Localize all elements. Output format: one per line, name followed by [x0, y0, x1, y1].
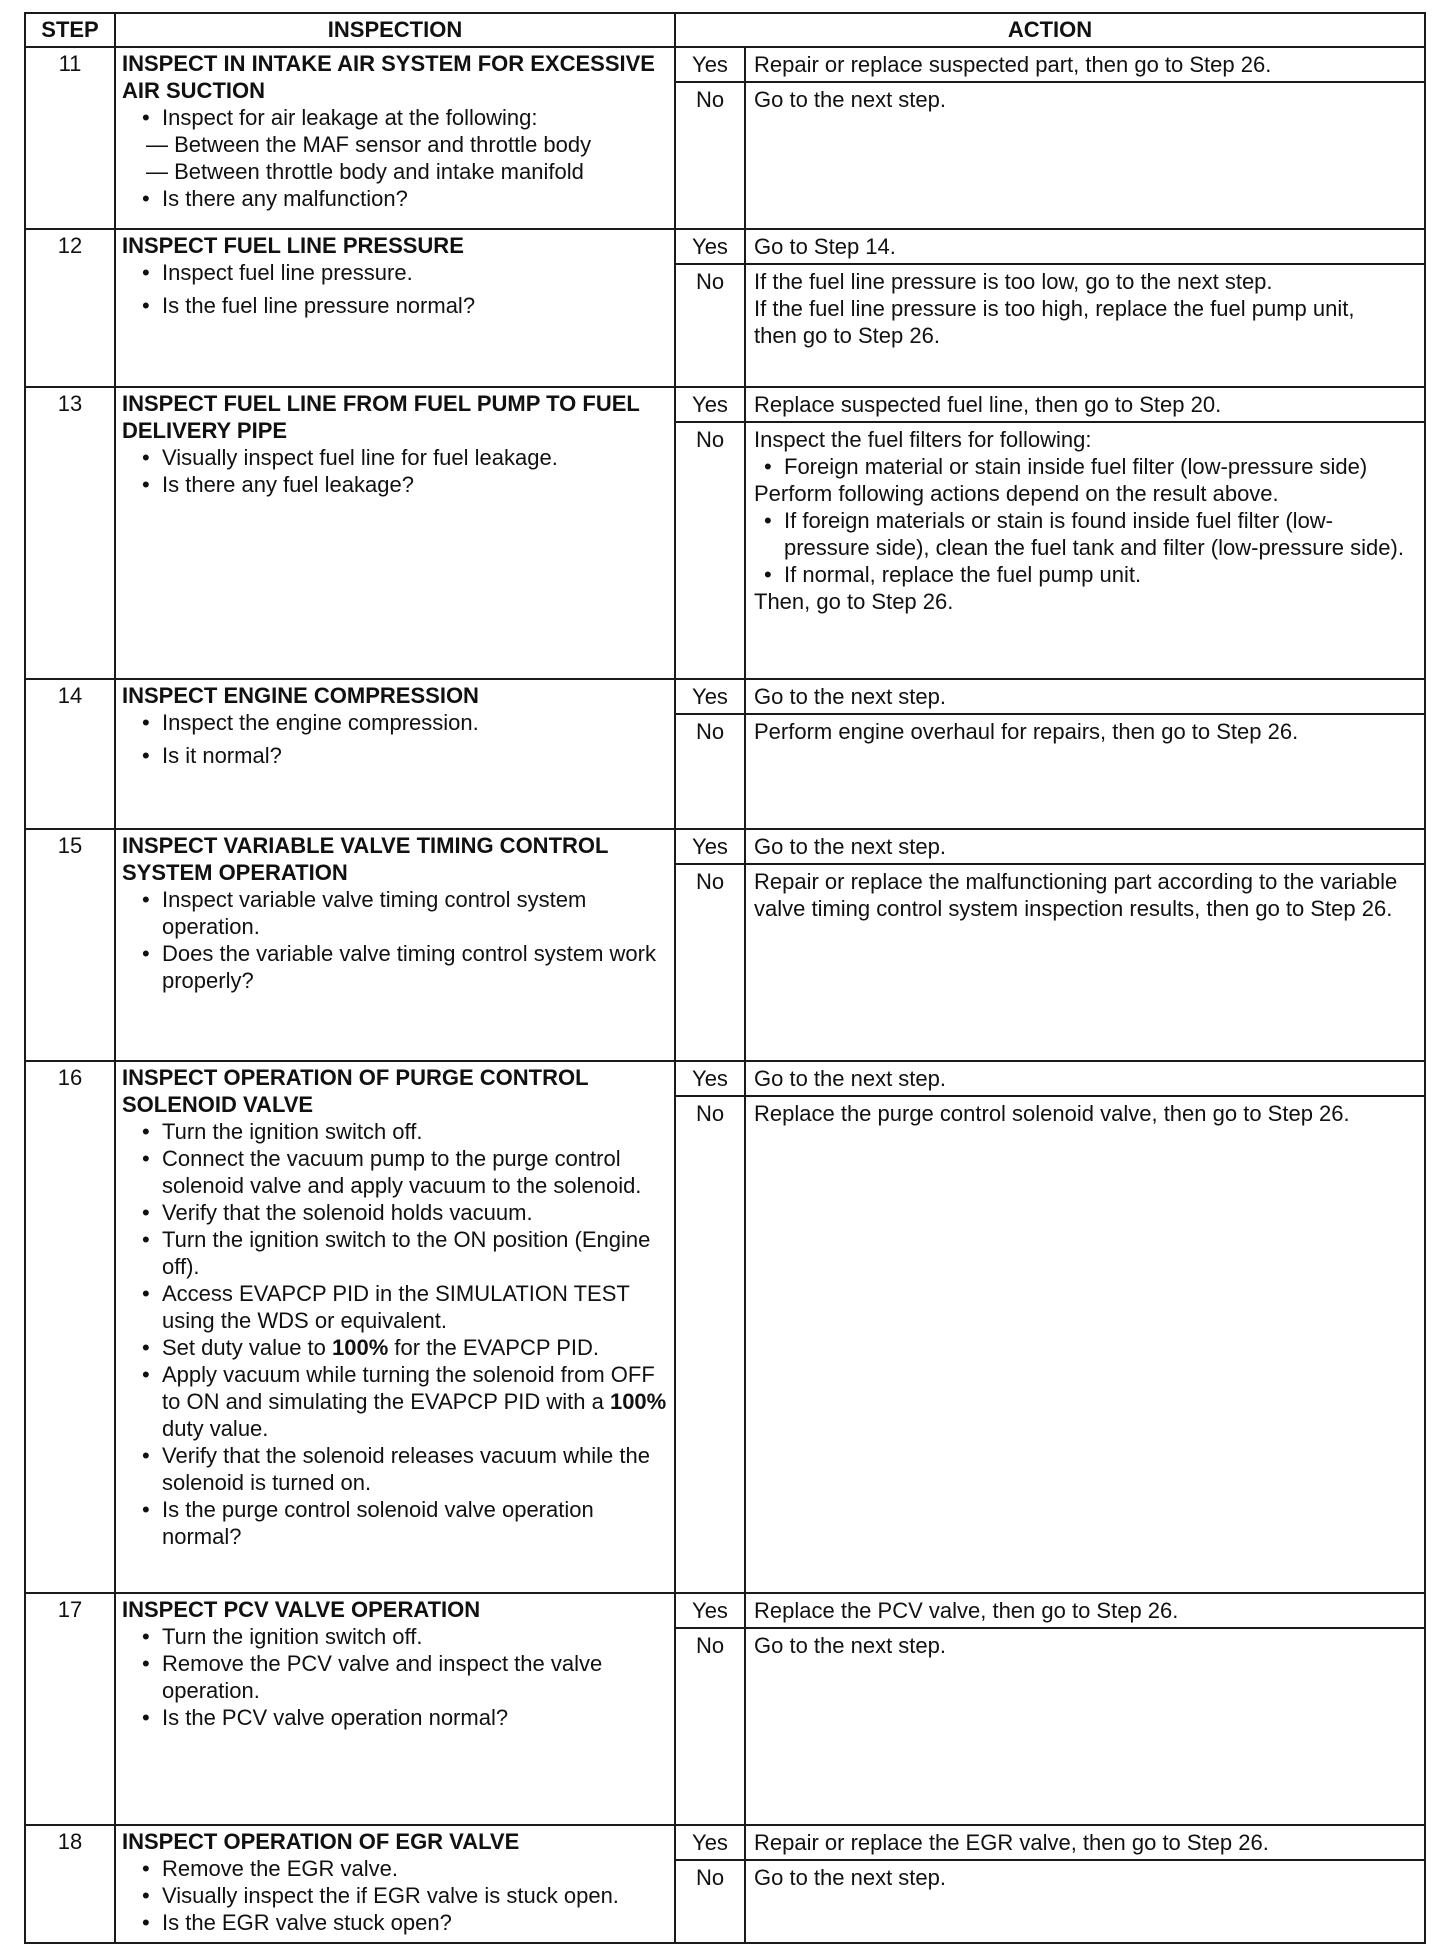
yes-label: Yes [676, 1594, 746, 1627]
yes-action: Repair or replace the EGR valve, then go to Step 26. [754, 1830, 1269, 1855]
table-header-row [25, 13, 1425, 47]
inspection-item: • Visually inspect fuel line for fuel leakage. [138, 444, 668, 471]
yes-action: Repair or replace suspected part, then go to Step 26. [754, 52, 1272, 77]
no-label: No [676, 83, 746, 228]
table-row [25, 229, 1425, 387]
no-action: Repair or replace the malfunctioning part according to the variable valve timing control system inspection results, then go to Step 26. [754, 869, 1398, 921]
no-action-line: If the fuel line pressure is too low, go to the next step. [754, 269, 1273, 294]
inspection-item: • Is it normal? [138, 742, 668, 769]
step-number: 12 [25, 229, 115, 387]
apply-value: 100% [609, 1389, 667, 1414]
inspection-title: INSPECT IN INTAKE AIR SYSTEM FOR EXCESSIVE AIR SUCTION [122, 51, 655, 103]
yes-branch [676, 680, 1424, 715]
yes-label: Yes [676, 48, 746, 81]
step-number: 11 [25, 47, 115, 229]
inspection-item: • Inspect the engine compression. [138, 709, 668, 736]
table-row [25, 679, 1425, 829]
inspection-item: • Is the EGR valve stuck open? [138, 1909, 668, 1936]
action-cell [675, 1061, 1425, 1593]
yes-label: Yes [676, 1062, 746, 1095]
inspection-title: INSPECT OPERATION OF PURGE CONTROL SOLENOID VALVE [122, 1065, 589, 1117]
yes-action: Go to the next step. [754, 684, 947, 709]
inspection-subitem: — Between throttle body and intake manifold [146, 159, 584, 184]
no-action-bullet: • If normal, replace the fuel pump unit. [760, 561, 1418, 588]
no-label: No [676, 1861, 746, 1942]
no-action-line: then go to Step 26. [754, 323, 940, 348]
inspection-item: • Is there any fuel leakage? [138, 471, 668, 498]
inspection-item [138, 1361, 668, 1442]
inspection-item [138, 1334, 668, 1361]
inspection-subitem: — Between the MAF sensor and throttle body [146, 132, 592, 157]
no-action [746, 423, 1424, 678]
inspection-title: INSPECT OPERATION OF EGR VALVE [122, 1829, 520, 1854]
duty-text-pre: Set duty value to [162, 1335, 332, 1360]
no-action-line: If the fuel line pressure is too high, replace the fuel pump unit, [754, 296, 1355, 321]
no-action-intro: Inspect the fuel filters for following: [754, 427, 1092, 452]
inspection-item: • Access EVAPCP PID in the SIMULATION TEST using the WDS or equivalent. [138, 1280, 668, 1334]
no-branch [676, 423, 1424, 678]
no-action: Go to the next step. [754, 1865, 947, 1890]
inspection-title: INSPECT FUEL LINE PRESSURE [122, 233, 464, 258]
yes-action: Go to the next step. [754, 1066, 947, 1091]
no-action [746, 265, 1424, 386]
inspection-cell [115, 1825, 675, 1943]
no-action: Go to the next step. [754, 1633, 947, 1658]
no-action: Perform engine overhaul for repairs, then go to Step 26. [754, 719, 1299, 744]
inspection-title: INSPECT VARIABLE VALVE TIMING CONTROL SYSTEM OPERATION [122, 833, 609, 885]
inspection-item: • Visually inspect the if EGR valve is stuck open. [138, 1882, 668, 1909]
no-label: No [676, 423, 746, 678]
inspection-item: • Verify that the solenoid releases vacuum while the solenoid is turned on. [138, 1442, 668, 1496]
yes-branch [676, 1826, 1424, 1861]
inspection-item: • Inspect for air leakage at the following: [138, 104, 668, 131]
inspection-cell [115, 47, 675, 229]
no-branch [676, 1861, 1424, 1942]
yes-branch [676, 830, 1424, 865]
no-branch [676, 865, 1424, 1060]
no-action: Replace the purge control solenoid valve, then go to Step 26. [754, 1101, 1350, 1126]
action-cell [675, 229, 1425, 387]
yes-action: Replace the PCV valve, then go to Step 26. [754, 1598, 1179, 1623]
inspection-item: • Is there any malfunction? [138, 185, 668, 212]
yes-label: Yes [676, 388, 746, 421]
action-cell [675, 1593, 1425, 1825]
no-label: No [676, 1097, 746, 1592]
inspection-item: • Inspect fuel line pressure. [138, 259, 668, 286]
inspection-item: • Is the fuel line pressure normal? [138, 292, 668, 319]
yes-action: Replace suspected fuel line, then go to Step 20. [754, 392, 1222, 417]
inspection-cell [115, 1593, 675, 1825]
table-row [25, 1825, 1425, 1943]
step-number: 13 [25, 387, 115, 679]
no-action-bullet: • Foreign material or stain inside fuel filter (low-pressure side) [760, 453, 1418, 480]
step-number: 15 [25, 829, 115, 1061]
inspection-item: • Does the variable valve timing control system work properly? [138, 940, 668, 994]
inspection-item: • Turn the ignition switch to the ON position (Engine off). [138, 1226, 668, 1280]
step-number: 17 [25, 1593, 115, 1825]
table-row [25, 387, 1425, 679]
action-cell [675, 47, 1425, 229]
step-number: 16 [25, 1061, 115, 1593]
yes-branch [676, 388, 1424, 423]
no-label: No [676, 715, 746, 828]
action-cell [675, 829, 1425, 1061]
yes-label: Yes [676, 1826, 746, 1859]
yes-branch [676, 1062, 1424, 1097]
inspection-cell [115, 829, 675, 1061]
table-row [25, 829, 1425, 1061]
apply-text-post: duty value. [162, 1416, 269, 1441]
diagnostic-procedure-table [24, 12, 1424, 1944]
step-number: 14 [25, 679, 115, 829]
header-inspection: INSPECTION [115, 13, 675, 47]
no-action-mid: Perform following actions depend on the result above. [754, 481, 1279, 506]
no-label: No [676, 865, 746, 1060]
yes-label: Yes [676, 230, 746, 263]
inspection-title: INSPECT ENGINE COMPRESSION [122, 683, 479, 708]
inspection-cell [115, 679, 675, 829]
table-row [25, 1593, 1425, 1825]
table-row [25, 1061, 1425, 1593]
no-action: Go to the next step. [754, 87, 947, 112]
header-step: STEP [25, 13, 115, 47]
yes-branch [676, 1594, 1424, 1629]
inspection-title: INSPECT PCV VALVE OPERATION [122, 1597, 481, 1622]
table-row [25, 47, 1425, 229]
inspection-item: • Remove the EGR valve. [138, 1855, 668, 1882]
no-action-end: Then, go to Step 26. [754, 589, 954, 614]
no-branch [676, 715, 1424, 828]
inspection-cell [115, 229, 675, 387]
no-branch [676, 1097, 1424, 1592]
inspection-item: • Remove the PCV valve and inspect the valve operation. [138, 1650, 668, 1704]
action-cell [675, 1825, 1425, 1943]
inspection-cell [115, 387, 675, 679]
inspection-item: • Turn the ignition switch off. [138, 1623, 668, 1650]
yes-label: Yes [676, 680, 746, 713]
inspection-title: INSPECT FUEL LINE FROM FUEL PUMP TO FUEL DELIVERY PIPE [122, 391, 640, 443]
no-branch [676, 83, 1424, 228]
inspection-item: • Verify that the solenoid holds vacuum. [138, 1199, 668, 1226]
yes-label: Yes [676, 830, 746, 863]
header-action: ACTION [675, 13, 1425, 47]
yes-action: Go to Step 14. [754, 234, 896, 259]
inspection-cell [115, 1061, 675, 1593]
inspection-item: • Inspect variable valve timing control system operation. [138, 886, 668, 940]
no-action-bullet: • If foreign materials or stain is found inside fuel filter (low-pressure side), clean the fuel tank and filter (low-pressure side). [760, 507, 1418, 561]
yes-branch [676, 230, 1424, 265]
inspection-item: • Connect the vacuum pump to the purge control solenoid valve and apply vacuum to the solenoid. [138, 1145, 668, 1199]
no-label: No [676, 265, 746, 386]
duty-text-post: for the EVAPCP PID. [388, 1335, 599, 1360]
inspection-item: • Is the PCV valve operation normal? [138, 1704, 668, 1731]
step-number: 18 [25, 1825, 115, 1943]
action-cell [675, 387, 1425, 679]
yes-action: Go to the next step. [754, 834, 947, 859]
no-label: No [676, 1629, 746, 1824]
no-branch [676, 265, 1424, 386]
inspection-item: • Is the purge control solenoid valve operation normal? [138, 1496, 668, 1550]
inspection-item: • Turn the ignition switch off. [138, 1118, 668, 1145]
yes-branch [676, 48, 1424, 83]
duty-value: 100% [332, 1335, 389, 1360]
apply-text-pre: Apply vacuum while turning the solenoid from OFF to ON and simulating the EVAPCP PID with a [162, 1362, 655, 1414]
action-cell [675, 679, 1425, 829]
no-branch [676, 1629, 1424, 1824]
